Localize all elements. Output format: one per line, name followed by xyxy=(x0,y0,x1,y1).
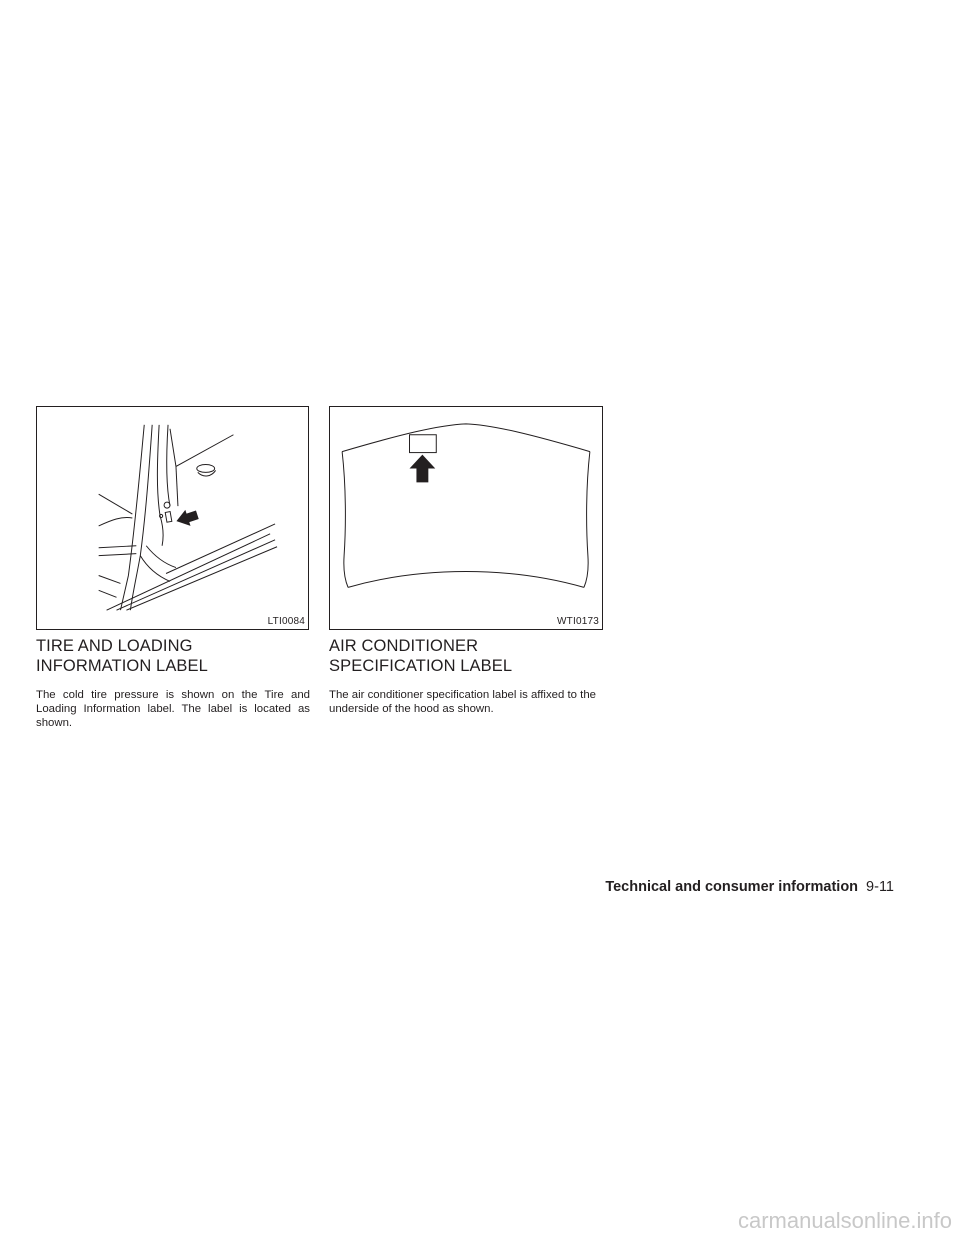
section-ac-spec-label xyxy=(329,636,603,716)
section-body: The cold tire pressure is shown on the Tire and Loading Information label. The label is located as shown. xyxy=(36,689,310,729)
door-pillar-illustration xyxy=(37,407,308,629)
page-footer xyxy=(605,878,894,896)
hood-underside-illustration xyxy=(330,407,602,629)
figure-code: LTI0084 xyxy=(267,616,305,627)
section-heading: TIRE AND LOADING INFORMATION LABEL xyxy=(36,637,208,675)
arrow-up-icon xyxy=(410,455,436,483)
section-body: The air conditioner specification label is affixed to the underside of the hood as shown. xyxy=(329,689,596,715)
chapter-title: Technical and consumer information xyxy=(605,879,859,895)
figure-ac-label-location xyxy=(329,406,603,630)
section-tire-loading-label xyxy=(36,636,310,730)
figure-code: WTI0173 xyxy=(557,616,599,627)
figure-tire-label-location xyxy=(36,406,309,630)
section-heading: AIR CONDITIONER SPECIFICATION LABEL xyxy=(329,637,513,675)
arrow-icon xyxy=(174,507,200,530)
watermark: carmanualsonline.info xyxy=(737,1208,952,1233)
ac-label-box xyxy=(410,435,437,453)
page-number: 9-11 xyxy=(866,879,894,895)
